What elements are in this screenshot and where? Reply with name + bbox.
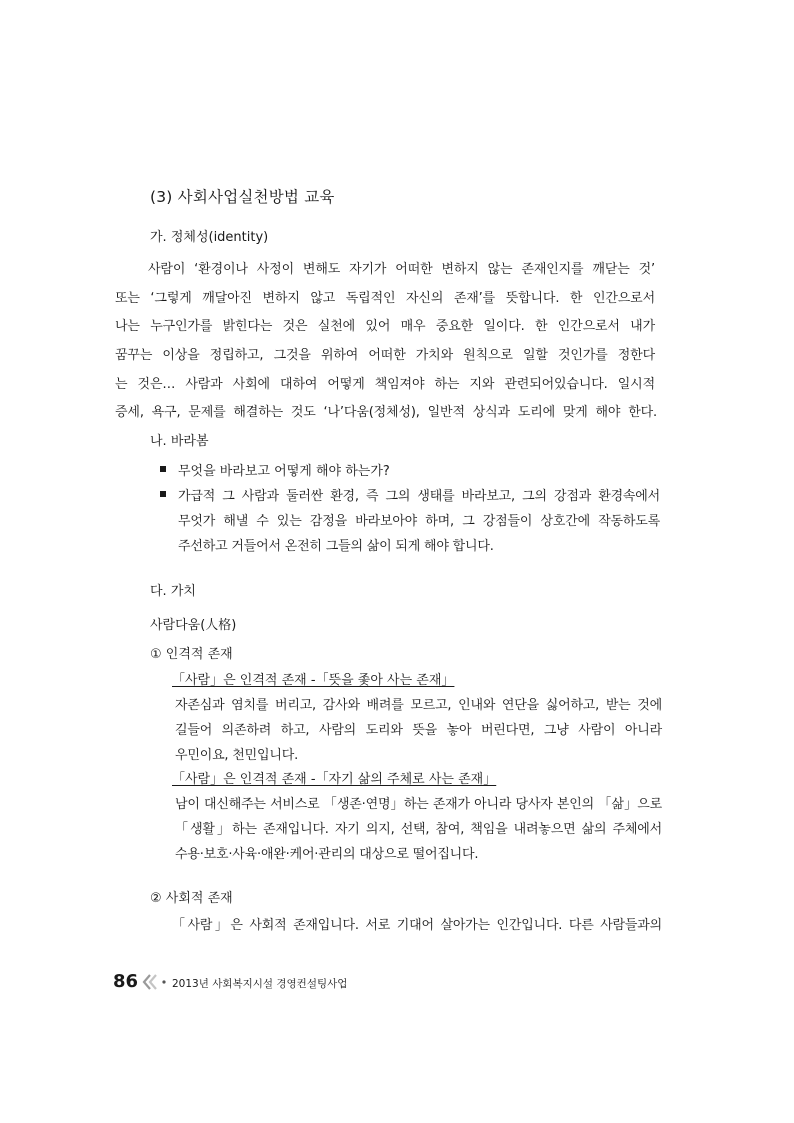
page-number: 86 — [113, 971, 139, 992]
quote-heading: 「사람」은 인격적 존재 -「뜻을 좇아 사는 존재」 — [172, 673, 455, 688]
bullet-line: 무엇가 해낼 수 있는 감정을 바라보아야 하며, 그 강점들이 상호간에 작동하도록 — [178, 514, 660, 529]
chevron-left-icon — [140, 973, 170, 995]
paragraph-line: 꿈꾸는 이상을 정립하고, 그것을 위하여 어떠한 가치와 원칙으로 일할 것인가를 정한다 — [115, 348, 655, 363]
bullet-line: 주선하고 거들어서 온전히 그들의 삶이 되게 해야 합니다. — [178, 539, 494, 554]
subsection-heading-da: 다. 가치 — [150, 584, 196, 599]
paragraph-line: 자존심과 염치를 버리고, 감사와 배려를 모르고, 인내와 연단을 싫어하고, 받는 것에 — [175, 698, 662, 713]
paragraph-line: 우민이요, 천민입니다. — [175, 748, 299, 763]
subsection-heading-ga: 가. 정체성(identity) — [150, 230, 269, 245]
publication-title: 2013년 사회복지시설 경영컨설팅사업 — [172, 978, 348, 990]
paragraph-line: 사람이 ‘환경이나 사정이 변해도 자기가 어떠한 변하지 않는 존재인지를 깨닫는 것’ — [148, 262, 655, 277]
paragraph-line: 나는 누구인가를 밝힌다는 것은 실천에 있어 매우 중요한 일이다. 한 인간으로서 내가 — [115, 319, 655, 334]
paragraph-line: 「사람」은 사회적 존재입니다. 서로 기대어 살아가는 인간입니다. 다른 사람들과의 — [172, 918, 662, 933]
paragraph-line: 증세, 욕구, 문제를 해결하는 것도 ‘나’다움(정체성), 일반적 상식과 도리에 맞게 해야 한다. — [115, 405, 657, 420]
bullet-square-icon — [160, 491, 166, 497]
paragraph-line: 수용·보호·사육·애완·케어·관리의 대상으로 떨어집니다. — [175, 847, 479, 862]
subsection-heading-na: 나. 바라봄 — [150, 434, 209, 449]
item-title-2: ② 사회적 존재 — [150, 891, 233, 906]
paragraph-line: 「생활」하는 존재입니다. 자기 의지, 선택, 참여, 책임을 내려놓으면 삶의 주체에서 — [175, 822, 662, 837]
bullet-line: 가급적 그 사람과 둘러싼 환경, 즉 그의 생태를 바라보고, 그의 강점과 환경속에서 — [178, 489, 660, 504]
paragraph-line: 길들어 의존하려 하고, 사람의 도리와 뜻을 놓아 버린다면, 그냥 사람이 아니라 — [175, 723, 662, 738]
value-subheading: 사람다움(人格) — [150, 618, 237, 633]
bullet-line: 무엇을 바라보고 어떻게 해야 하는가? — [178, 464, 390, 479]
section-title: (3) 사회사업실천방법 교육 — [150, 188, 335, 206]
quote-heading: 「사람」은 인격적 존재 -「자기 삶의 주체로 사는 존재」 — [172, 772, 497, 787]
paragraph-line: 남이 대신해주는 서비스로 「생존·연명」하는 존재가 아니라 당사자 본인의 「삶」으로 — [175, 797, 662, 812]
paragraph-line: 또는 ‘그렇게 깨달아진 변하지 않고 독립적인 자신의 존재’를 뜻합니다. 한 인간으로서 — [115, 291, 655, 306]
paragraph-line: 는 것은… 사람과 사회에 대하여 어떻게 책임져야 하는 지와 관련되어있습니다. 일시적 — [115, 377, 655, 392]
item-title-1: ① 인격적 존재 — [150, 647, 233, 662]
bullet-square-icon — [160, 466, 166, 472]
